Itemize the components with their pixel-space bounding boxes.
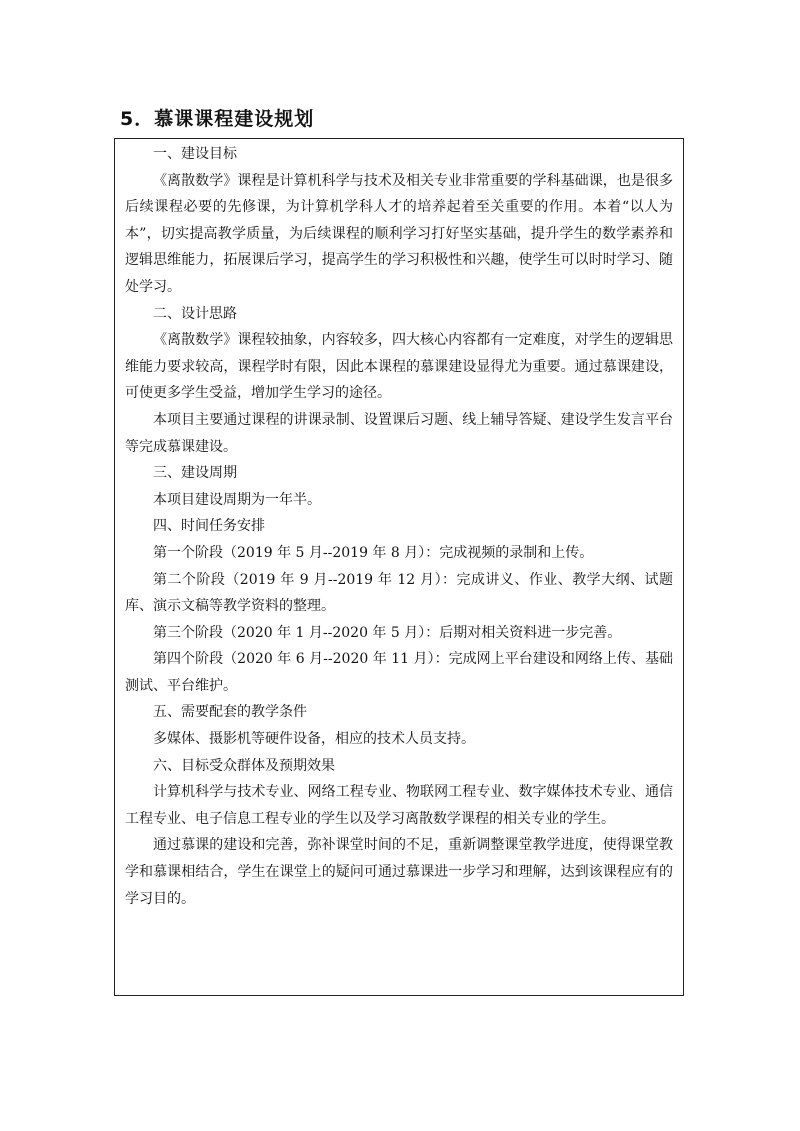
paragraph-design: 《离散数学》课程较抽象，内容较多，四大核心内容都有一定难度，对学生的逻辑思维能力要求较高，课程学时有限，因此本课程的慕课建设显得尤为重要。通过慕课建设，可使更多学生受益，增加学生学习的途径。 — [125, 332, 673, 402]
paragraph-period: 本项目建设周期为一年半。 — [153, 491, 321, 508]
paragraph-conditions: 多媒体、摄影机等硬件设备，相应的技术人员支持。 — [153, 731, 475, 748]
paragraph-project: 本项目主要通过课程的讲课录制、设置课后习题、线上辅导答疑、建设学生发言平台等完成慕课建设。 — [125, 411, 673, 455]
paragraph-goal: 《离散数学》课程是计算机科学与技术及相关专业非常重要的学科基础课，也是很多后续课程必要的先修课，为计算机学科人才的培养起着至关重要的作用。本着“以人为本”，切实提高教学质量，为后续课程的顺利学习打好坚实基础，提升学生的数学素养和逻辑思维能力，拓展课后学习，提高学生的学习积极性和兴趣，使学生可以时时学习、随处学习。 — [125, 172, 673, 295]
paragraph-effect: 通过慕课的建设和完善，弥补课堂时间的不足，重新调整课堂教学进度，使得课堂教学和慕课相结合，学生在课堂上的疑问可通过慕课进一步学习和理解，达到该课程应有的学习目的。 — [125, 837, 673, 907]
section-heading: 5．慕课课程建设规划 — [120, 108, 315, 130]
subheading-goal: 一、建设目标 — [153, 146, 237, 162]
subheading-design: 二、设计思路 — [153, 305, 237, 322]
schedule-stage-4: 第四个阶段（2020 年 6 月--2020 年 11 月）：完成网上平台建设和网络上传、基础测试、平台维护。 — [125, 651, 673, 694]
content-frame — [114, 138, 684, 996]
content-body — [125, 141, 673, 912]
schedule-stage-3: 第三个阶段（2020 年 1 月--2020 年 5 月）：后期对相关资料进一步完善。 — [153, 624, 622, 641]
schedule-stage-2: 第二个阶段（2019 年 9 月--2019 年 12 月）：完成讲义、作业、教学大纲、试题库、演示文稿等教学资料的整理。 — [125, 571, 673, 615]
subheading-period: 三、建设周期 — [153, 465, 237, 482]
subheading-schedule: 四、时间任务安排 — [153, 518, 265, 535]
paragraph-audience: 计算机科学与技术专业、网络工程专业、物联网工程专业、数字媒体技术专业、通信工程专业、电子信息工程专业的学生以及学习离散数学课程的相关专业的学生。 — [125, 784, 673, 827]
subheading-audience: 六、目标受众群体及预期效果 — [153, 757, 335, 774]
subheading-conditions: 五、需要配套的教学条件 — [153, 704, 307, 721]
schedule-stage-1: 第一个阶段（2019 年 5 月--2019 年 8 月）：完成视频的录制和上传。 — [153, 544, 594, 561]
